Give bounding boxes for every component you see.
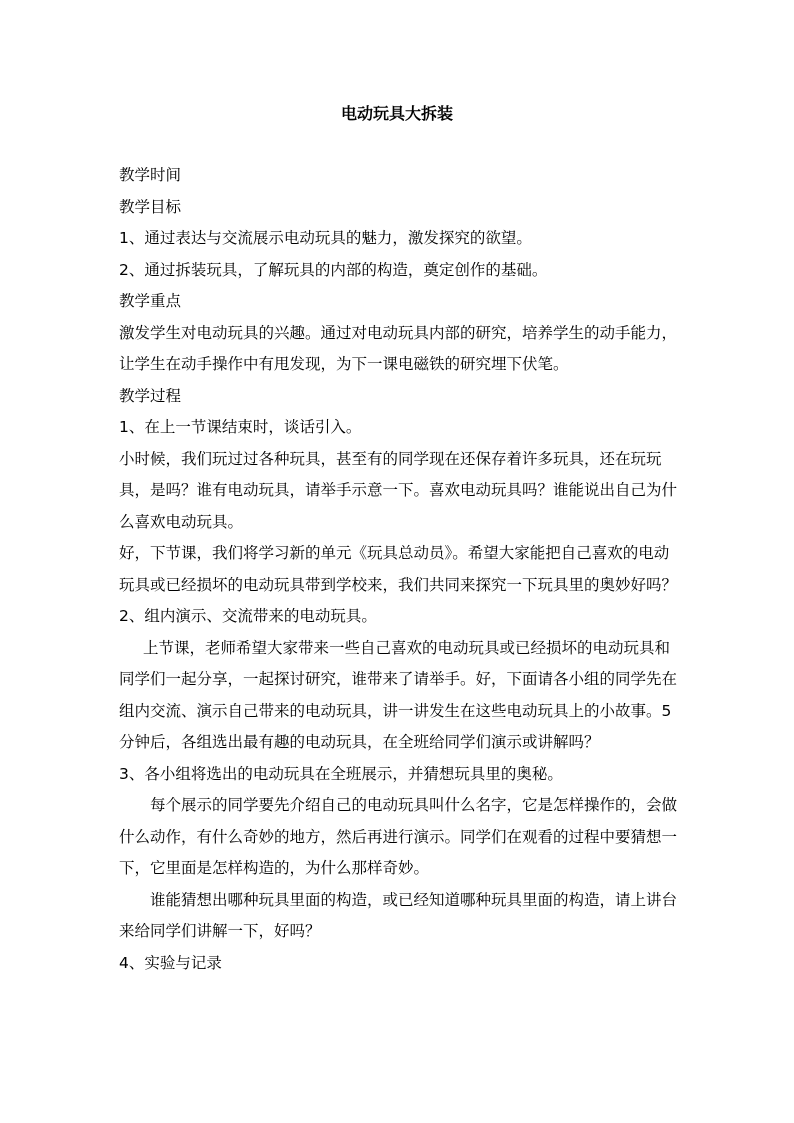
process-step-1: 1、在上一节课结束时，谈话引入。 <box>119 418 362 436</box>
document-body <box>119 160 679 979</box>
process-paragraph-2: 好，下节课，我们将学习新的单元《玩具总动员》。希望大家能把自己喜欢的电动玩具或已经损坏的电动玩具带到学校来，我们共同来探究一下玩具里的奥妙好吗？ <box>119 544 678 594</box>
process-paragraph-5: 谁能猜想出哪种玩具里面的构造，或已经知道哪种玩具里面的构造，请上讲台来给同学们讲解一下，好吗？ <box>119 890 678 940</box>
section-heading-process: 教学过程 <box>119 386 182 405</box>
process-step-3: 3、各小组将选出的电动玩具在全班展示，并猜想玩具里的奥秘。 <box>119 764 563 783</box>
process-paragraph-3: 上节课，老师希望大家带来一些自己喜欢的电动玩具或已经损坏的电动玩具和同学们一起分享，一起探讨研究，谁带来了请举手。好，下面请各小组的同学先在组内交流、演示自己带来的电动玩具，讲一讲发生在这些电动玩具上的小故事。5分钟后，各组选出最有趣的电动玩具，在全班给同学们演示或讲解吗？ <box>119 638 678 751</box>
process-step-4: 4、实验与记录 <box>119 953 222 972</box>
focus-paragraph: 激发学生对电动玩具的兴趣。通过对电动玩具内部的研究，培养学生的动手能力，让学生在动手操作中有甩发现，为下一课电磁铁的研究埋下伏笔。 <box>119 323 678 373</box>
process-step-2: 2、组内演示、交流带来的电动玩具。 <box>119 607 377 625</box>
section-heading-goals: 教学目标 <box>119 197 182 216</box>
section-heading-time: 教学时间 <box>119 166 182 184</box>
goal-item-1: 1、通过表达与交流展示电动玩具的魅力，激发探究的欲望。 <box>119 229 532 247</box>
goal-item-2: 2、通过拆装玩具，了解玩具的内部的构造，奠定创作的基础。 <box>119 260 548 279</box>
process-paragraph-4: 每个展示的同学要先介绍自己的电动玩具叫什么名字，它是怎样操作的，会做什么动作，有什么奇妙的地方，然后再进行演示。同学们在观看的过程中要猜想一下，它里面是怎样构造的，为什么那样奇妙。 <box>119 796 678 877</box>
section-heading-focus: 教学重点 <box>119 292 182 310</box>
process-paragraph-1: 小时候，我们玩过过各种玩具，甚至有的同学现在还保存着许多玩具，还在玩玩具，是吗？谁有电动玩具，请举手示意一下。喜欢电动玩具吗？谁能说出自己为什么喜欢电动玩具。 <box>119 449 678 531</box>
document-title: 电动玩具大拆装 <box>340 104 453 123</box>
